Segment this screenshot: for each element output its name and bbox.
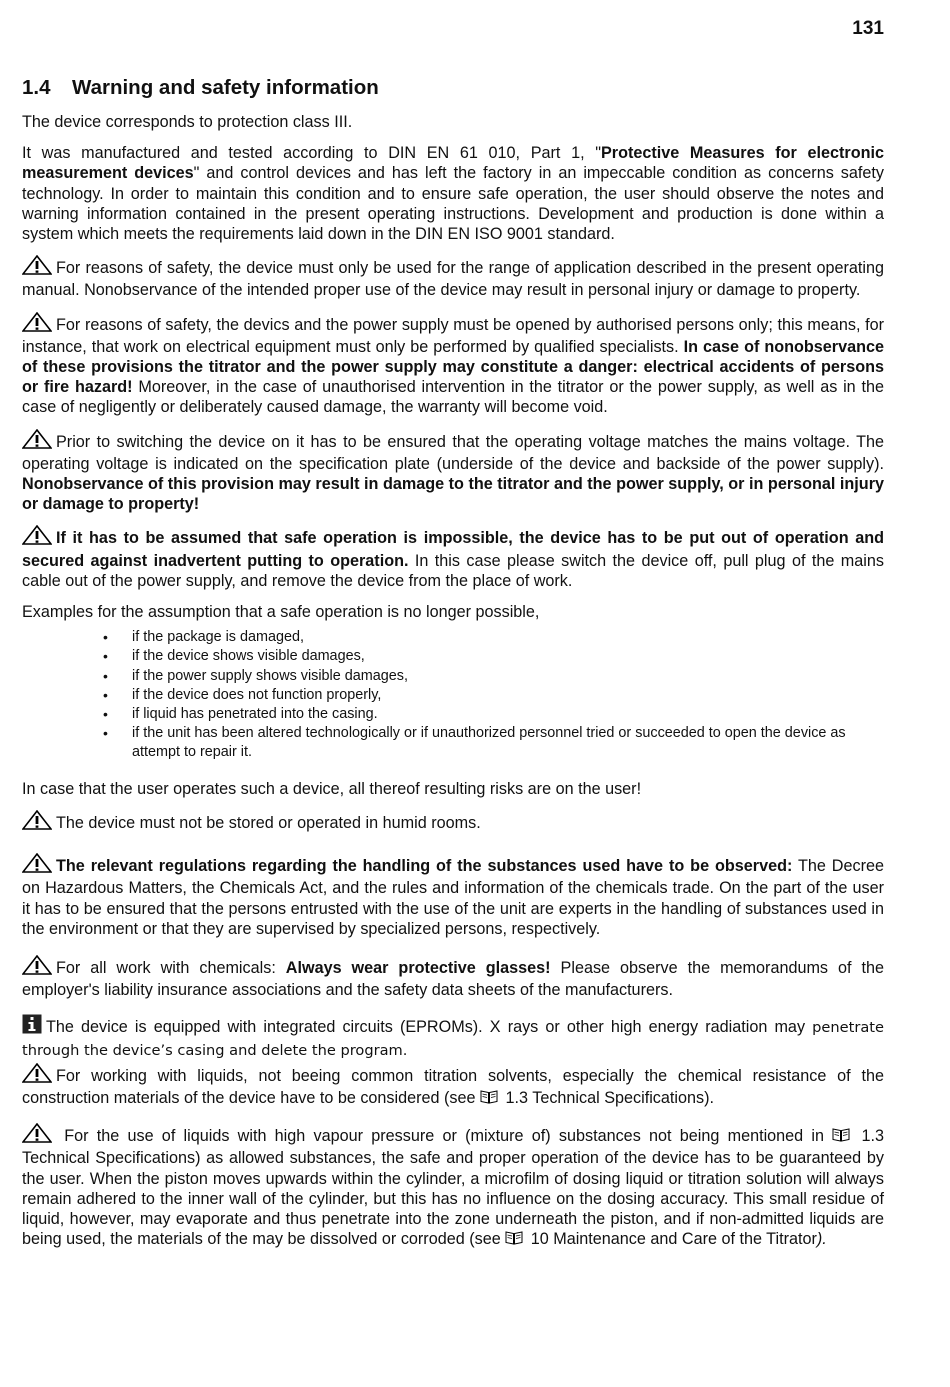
user-risk-paragraph: [22, 779, 884, 799]
warning-triangle-icon: [22, 312, 52, 337]
warning-triangle-icon: [22, 255, 52, 280]
page-number: 131: [852, 18, 884, 39]
p5-bold: Nonobservance of this provision may result in damage to the titrator and the power supply, or in personal injury or damage to property!: [22, 475, 884, 514]
list-item: • if the device does not function properly,: [132, 686, 884, 705]
p13-text-b: 1.3 Technical Specifications).: [501, 1088, 714, 1107]
p10-bold: The relevant regulations regarding the handling of the substances used have to be observed:: [56, 857, 793, 876]
book-reference-icon: [480, 1089, 498, 1109]
warning-triangle-icon: [22, 853, 52, 878]
p2-bold: Protective Measures for electronic measurement devices: [22, 144, 884, 183]
regulations-warning: [22, 853, 884, 939]
section-number: 1.4: [22, 76, 51, 99]
manufacturing-paragraph: [22, 143, 884, 244]
p6-bold: If it has to be assumed that safe operation is impossible, the device has to be put out of operation and secured against inadvertent putting to operation.: [22, 529, 884, 570]
liquids-resistance-warning: [22, 1063, 884, 1109]
p8-text: In case that the user operates such a device, all thereof resulting risks are on the user!: [22, 779, 642, 798]
authorised-persons-warning: [22, 312, 884, 418]
vapour-pressure-warning: [22, 1123, 884, 1250]
section-heading: [22, 76, 884, 100]
p14-text-a: For the use of liquids with high vapour pressure or (mixture of) substances not being mentioned in: [56, 1127, 833, 1146]
warning-triangle-icon: [22, 429, 52, 454]
range-of-application-warning: [22, 255, 884, 300]
p13-text-a: For working with liquids, not beeing common titration solvents, especially the chemical resistance of the construction materials of the device have to be considered (see: [22, 1066, 884, 1107]
p1-text: The device corresponds to protection class III.: [22, 113, 353, 131]
list-item: • if the device shows visible damages,: [132, 647, 884, 666]
safe-operation-warning: [22, 525, 884, 591]
p11-text-a: For all work with chemicals:: [56, 958, 286, 977]
warning-triangle-icon: [22, 955, 52, 980]
list-item: • if the unit has been altered technologically or if unauthorized personnel tried or succeeded to open the device as attempt to repair it.: [132, 724, 884, 762]
examples-list: [22, 628, 884, 762]
p2-text-a: It was manufactured and tested according to DIN EN 61 010, Part 1, ": [22, 144, 601, 163]
p12-text-b: penetrate through the device’s casing and delete the program.: [22, 1019, 884, 1059]
p5-text-a: Prior to switching the device on it has to be ensured that the operating voltage matches the mains voltage. The operating voltage is indicated on the specification plate (underside of the device and backside of the power supply).: [22, 432, 884, 473]
eprom-info: [22, 1014, 884, 1060]
section-title: Warning and safety information: [72, 76, 379, 99]
info-icon: [22, 1014, 42, 1039]
p2-text-c: " and control devices and has left the factory in an impeccable condition as concerns safety technology. In order to maintain this condition and to ensure safe operation, the user should observe the notes and warning information contained in the present operating instructions. Development and production is done within a system which meets the requirements laid down in the DIN EN ISO 9001 standard.: [22, 164, 884, 244]
warning-triangle-icon: [22, 1123, 52, 1148]
list-item: • if the power supply shows visible damages,: [132, 667, 884, 686]
p6-text-b: In this case please switch the device off, pull plug of the mains cable out of the power supply, and remove the device from the place of work.: [22, 551, 884, 590]
protective-glasses-warning: [22, 955, 884, 1000]
list-item: • if the package is damaged,: [132, 628, 884, 647]
p14-text-b: 1.3 Technical Specifications) as allowed substances, the safe and proper operation of the device has to be guaranteed by the user. When the piston moves upwards within the cylinder, a microfilm of dosing liquid or titration solution will always remain adhered to the inner wall of the cylinder, but this has no influence on the dosing accuracy. This small residue of liquid, however, may evaporate and thus penetrate into the zone underneath the piston, and if non-admitted liquids are being used, the materials of the may be dissolved or corroded (see: [22, 1127, 884, 1249]
p9-text: The device must not be stored or operated in humid rooms.: [56, 813, 481, 832]
p7-text: Examples for the assumption that a safe operation is no longer possible,: [22, 603, 540, 622]
warning-triangle-icon: [22, 1063, 52, 1088]
book-reference-icon: [832, 1127, 850, 1147]
p12-text-a: The device is equipped with integrated circuits (EPROMs). X rays or other high energy radiation may: [46, 1018, 813, 1037]
list-item: • if liquid has penetrated into the casing.: [132, 705, 884, 724]
book-reference-icon: [505, 1230, 523, 1250]
p11-text-c: Please observe the memorandums of the employer's liability insurance associations and the safety data sheets of the manufacturers.: [22, 958, 884, 1000]
protection-class-paragraph: [22, 112, 884, 132]
p4-bold: In case of nonobservance of these provisions the titrator and the power supply may constitute a danger: electrical accidents of persons or fire hazard!: [22, 337, 884, 397]
p14-text-c: 10 Maintenance and Care of the Titrator: [526, 1230, 817, 1249]
p3-text: For reasons of safety, the device must only be used for the range of application described in the present operating manual. Nonobservance of the intended proper use of the device may result in personal injury or damage to property.: [22, 259, 884, 300]
p14-text-d: ).: [816, 1230, 827, 1249]
p11-bold: Always wear protective glasses!: [285, 958, 551, 977]
p4-text-a: For reasons of safety, the devics and the power supply must be opened by authorised persons only; this means, for instance, that work on electrical equipment must only be performed by qualified specialists.: [22, 315, 884, 356]
warning-triangle-icon: [22, 525, 52, 550]
examples-intro: [22, 602, 884, 622]
warning-triangle-icon: [22, 810, 52, 835]
page-content: [22, 76, 884, 1261]
humid-rooms-warning: [22, 810, 884, 835]
operating-voltage-warning: [22, 429, 884, 515]
p4-text-c: Moreover, in the case of unauthorised intervention in the titrator or the power supply, as well as in the case of negligently or deliberately caused damage, the warranty will become void.: [22, 378, 884, 417]
p10-text-b: The Decree on Hazardous Matters, the Chemicals Act, and the rules and information of the chemicals trade. On the part of the user it has to be ensured that the persons entrusted with the use of the unit are experts in the handling of substances used in the environment or that they are supervised by specialized persons, respectively.: [22, 857, 884, 938]
